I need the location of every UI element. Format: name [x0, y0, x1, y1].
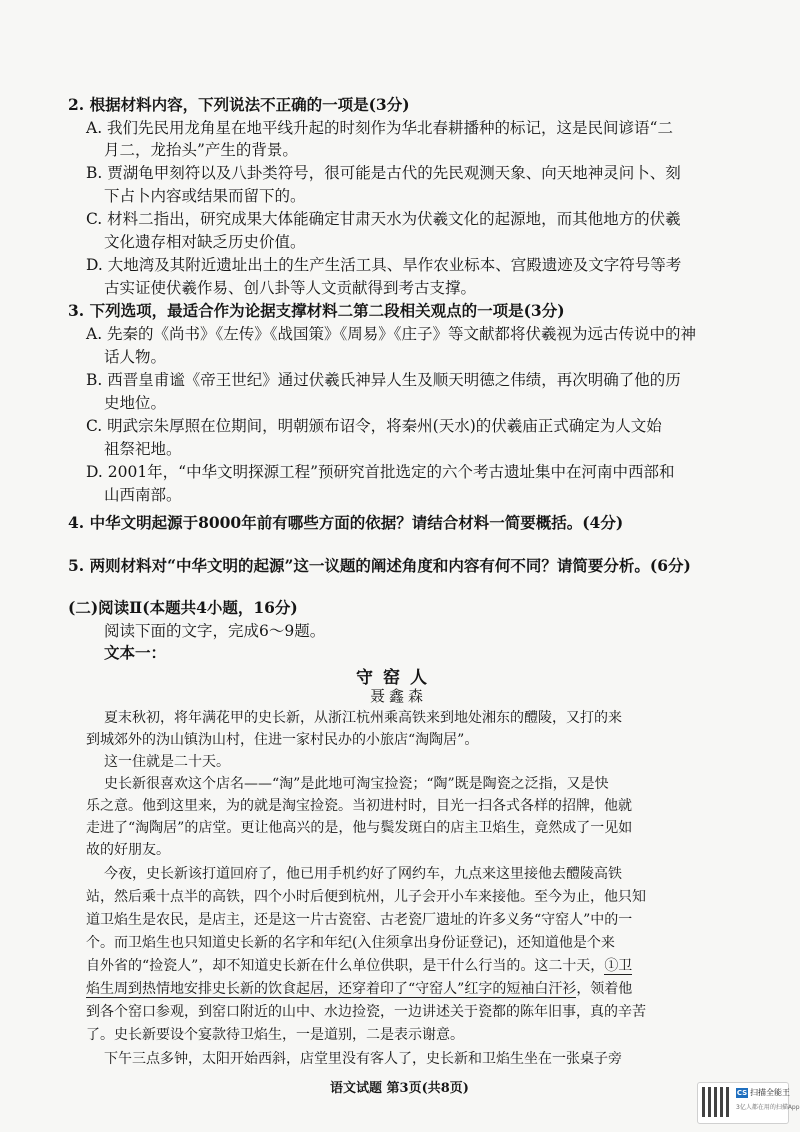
underlined-sentence-1: 焰生周到热情地安排史长新的饮食起居，还穿着印了“守窑人”红字的短袖白汗衫: [86, 981, 577, 997]
underlined-sentence-1-start: ①卫: [604, 958, 633, 974]
paragraph-5-line1: 下午三点多钟，太阳开始西斜，店堂里没有客人了，史长新和卫焰生坐在一张桌子旁: [104, 1051, 622, 1067]
paragraph-4-line6: [86, 979, 632, 999]
q2-option-a-line1: A. 我们先民用龙角星在地平线升起的时刻作为华北春耕播种的标记，这是民间谚语“二: [86, 119, 673, 137]
q2-option-d-line2: 古实证使伏羲作易、创八卦等人文贡献得到考古支撑。: [104, 279, 477, 297]
paragraph-4-line1: 今夜，史长新该打道回府了，他已用手机约好了网约车，九点来这里接他去醴陵高铁: [104, 866, 622, 882]
paragraph-3-line1: 史长新很喜欢这个店名——“淘”是此地可淘宝捡瓷；“陶”既是陶瓷之泛指，又是快: [104, 776, 609, 792]
paragraph-4-line8: 了。史长新要设个宴款待卫焰生，一是道别，二是表示谢意。: [86, 1027, 464, 1043]
q3-option-a-line1: A. 先秦的《尚书》《左传》《战国策》《周易》《庄子》等文献都将伏羲视为远古传说中的神: [86, 325, 697, 343]
paragraph-4-line5: [86, 956, 632, 976]
paragraph-1-line1: 夏末秋初，将年满花甲的史长新，从浙江杭州乘高铁来到地处湘东的醴陵，又打的来: [104, 710, 622, 726]
q2-option-b-line2: 下占卜内容或结果而留下的。: [104, 187, 306, 205]
camscanner-logo: CS: [736, 1089, 748, 1097]
scanner-app-tagline: 3亿人都在用的扫描App: [736, 1104, 800, 1111]
question-5: 5. 两则材料对“中华文明的起源”这一议题的阐述角度和内容有何不同？请简要分析。(6分): [68, 556, 691, 575]
q2-option-c-line2: 文化遗存相对缺乏历史价值。: [104, 233, 306, 251]
q3-option-c-line2: 祖祭祀地。: [104, 440, 182, 458]
q3-option-a-line2: 话人物。: [104, 348, 167, 366]
q2-option-a-line2: 月二，龙抬头”产生的背景。: [104, 141, 298, 159]
paragraph-4-line5-text: 自外省的“捡瓷人”，却不知道史长新在什么单位供职，是干什么行当的。这二十天，: [86, 958, 605, 974]
q2-option-d-line1: D. 大地湾及其附近遗址出土的生产生活工具、旱作农业标本、宫殿遗迹及文字符号等考: [86, 256, 682, 274]
question-3-stem: 3. 下列选项，最适合作为论据支撑材料二第二段相关观点的一项是(3分): [68, 301, 565, 320]
section-heading: (二)阅读Ⅱ(本题共4小题，16分): [68, 598, 298, 617]
paragraph-3-line2: 乐之意。他到这里来，为的就是淘宝捡瓷。当初进村时，目光一扫各式各样的招牌，他就: [86, 798, 632, 814]
page-footer: 语文试题 第3页(共8页): [330, 1081, 469, 1096]
q3-option-d-line1: D. 2001年，“中华文明探源工程”预研究首批选定的六个考古遗址集中在河南中西部和: [86, 463, 675, 481]
paragraph-3-line4: 故的好朋友。: [86, 842, 170, 858]
paragraph-4-line6-tail: ，领着他: [576, 981, 633, 997]
q3-option-b-line2: 史地位。: [104, 394, 167, 412]
article-author: 聂鑫森: [370, 687, 428, 705]
q2-option-b-line1: B. 贾湖龟甲刻符以及八卦类符号，很可能是古代的先民观测天象、向天地神灵问卜、刻: [86, 164, 681, 182]
paragraph-2: 这一住就是二十天。: [104, 754, 230, 770]
scanner-app-name: 扫描全能王: [750, 1088, 790, 1097]
q3-option-c-line1: C. 明武宗朱厚照在位期间，明朝颁布诏令，将秦州(天水)的伏羲庙正式确定为人文始: [86, 417, 662, 435]
paragraph-4-line2: 站，然后乘十点半的高铁，四个小时后便到杭州，儿子会开小车来接他。至今为止，他只知: [86, 889, 646, 905]
paragraph-4-line7: 到各个窑口参观，到窑口附近的山中、水边捡瓷，一边讲述关于瓷都的陈年旧事，真的辛苦: [86, 1004, 646, 1020]
q2-option-c-line1: C. 材料二指出，研究成果大体能确定甘肃天水为伏羲文化的起源地，而其他地方的伏羲: [86, 210, 681, 228]
paragraph-4-line3: 道卫焰生是农民，是店主，还是这一片古瓷窑、古老瓷厂遗址的许多义务“守窑人”中的一: [86, 912, 633, 928]
q3-option-d-line2: 山西南部。: [104, 486, 182, 504]
paragraph-4-line4: 个。而卫焰生也只知道史长新的名字和年纪(入住须拿出身份证登记)，还知道他是个来: [86, 935, 615, 951]
qr-code-icon: [702, 1087, 732, 1117]
q3-option-b-line1: B. 西晋皇甫谧《帝王世纪》通过伏羲氏神异人生及顺天明德之伟绩，再次明确了他的历: [86, 371, 681, 389]
paragraph-1-line2: 到城郊外的沩山镇沩山村，住进一家村民办的小旅店“淘陶居”。: [86, 732, 479, 748]
text-label: 文本一：: [104, 643, 167, 662]
section-instruction: 阅读下面的文字，完成6～9题。: [104, 622, 326, 640]
article-title: 守窑人: [356, 668, 437, 688]
scanner-app-badge: [697, 1082, 800, 1124]
question-4: 4. 中华文明起源于8000年前有哪些方面的依据？请结合材料一简要概括。(4分): [68, 513, 624, 532]
question-2-stem: 2. 根据材料内容，下列说法不正确的一项是(3分): [68, 95, 410, 114]
paragraph-3-line3: 走进了“淘陶居”的店堂。更让他高兴的是，他与鬓发斑白的店主卫焰生，竟然成了一见如: [86, 820, 633, 836]
